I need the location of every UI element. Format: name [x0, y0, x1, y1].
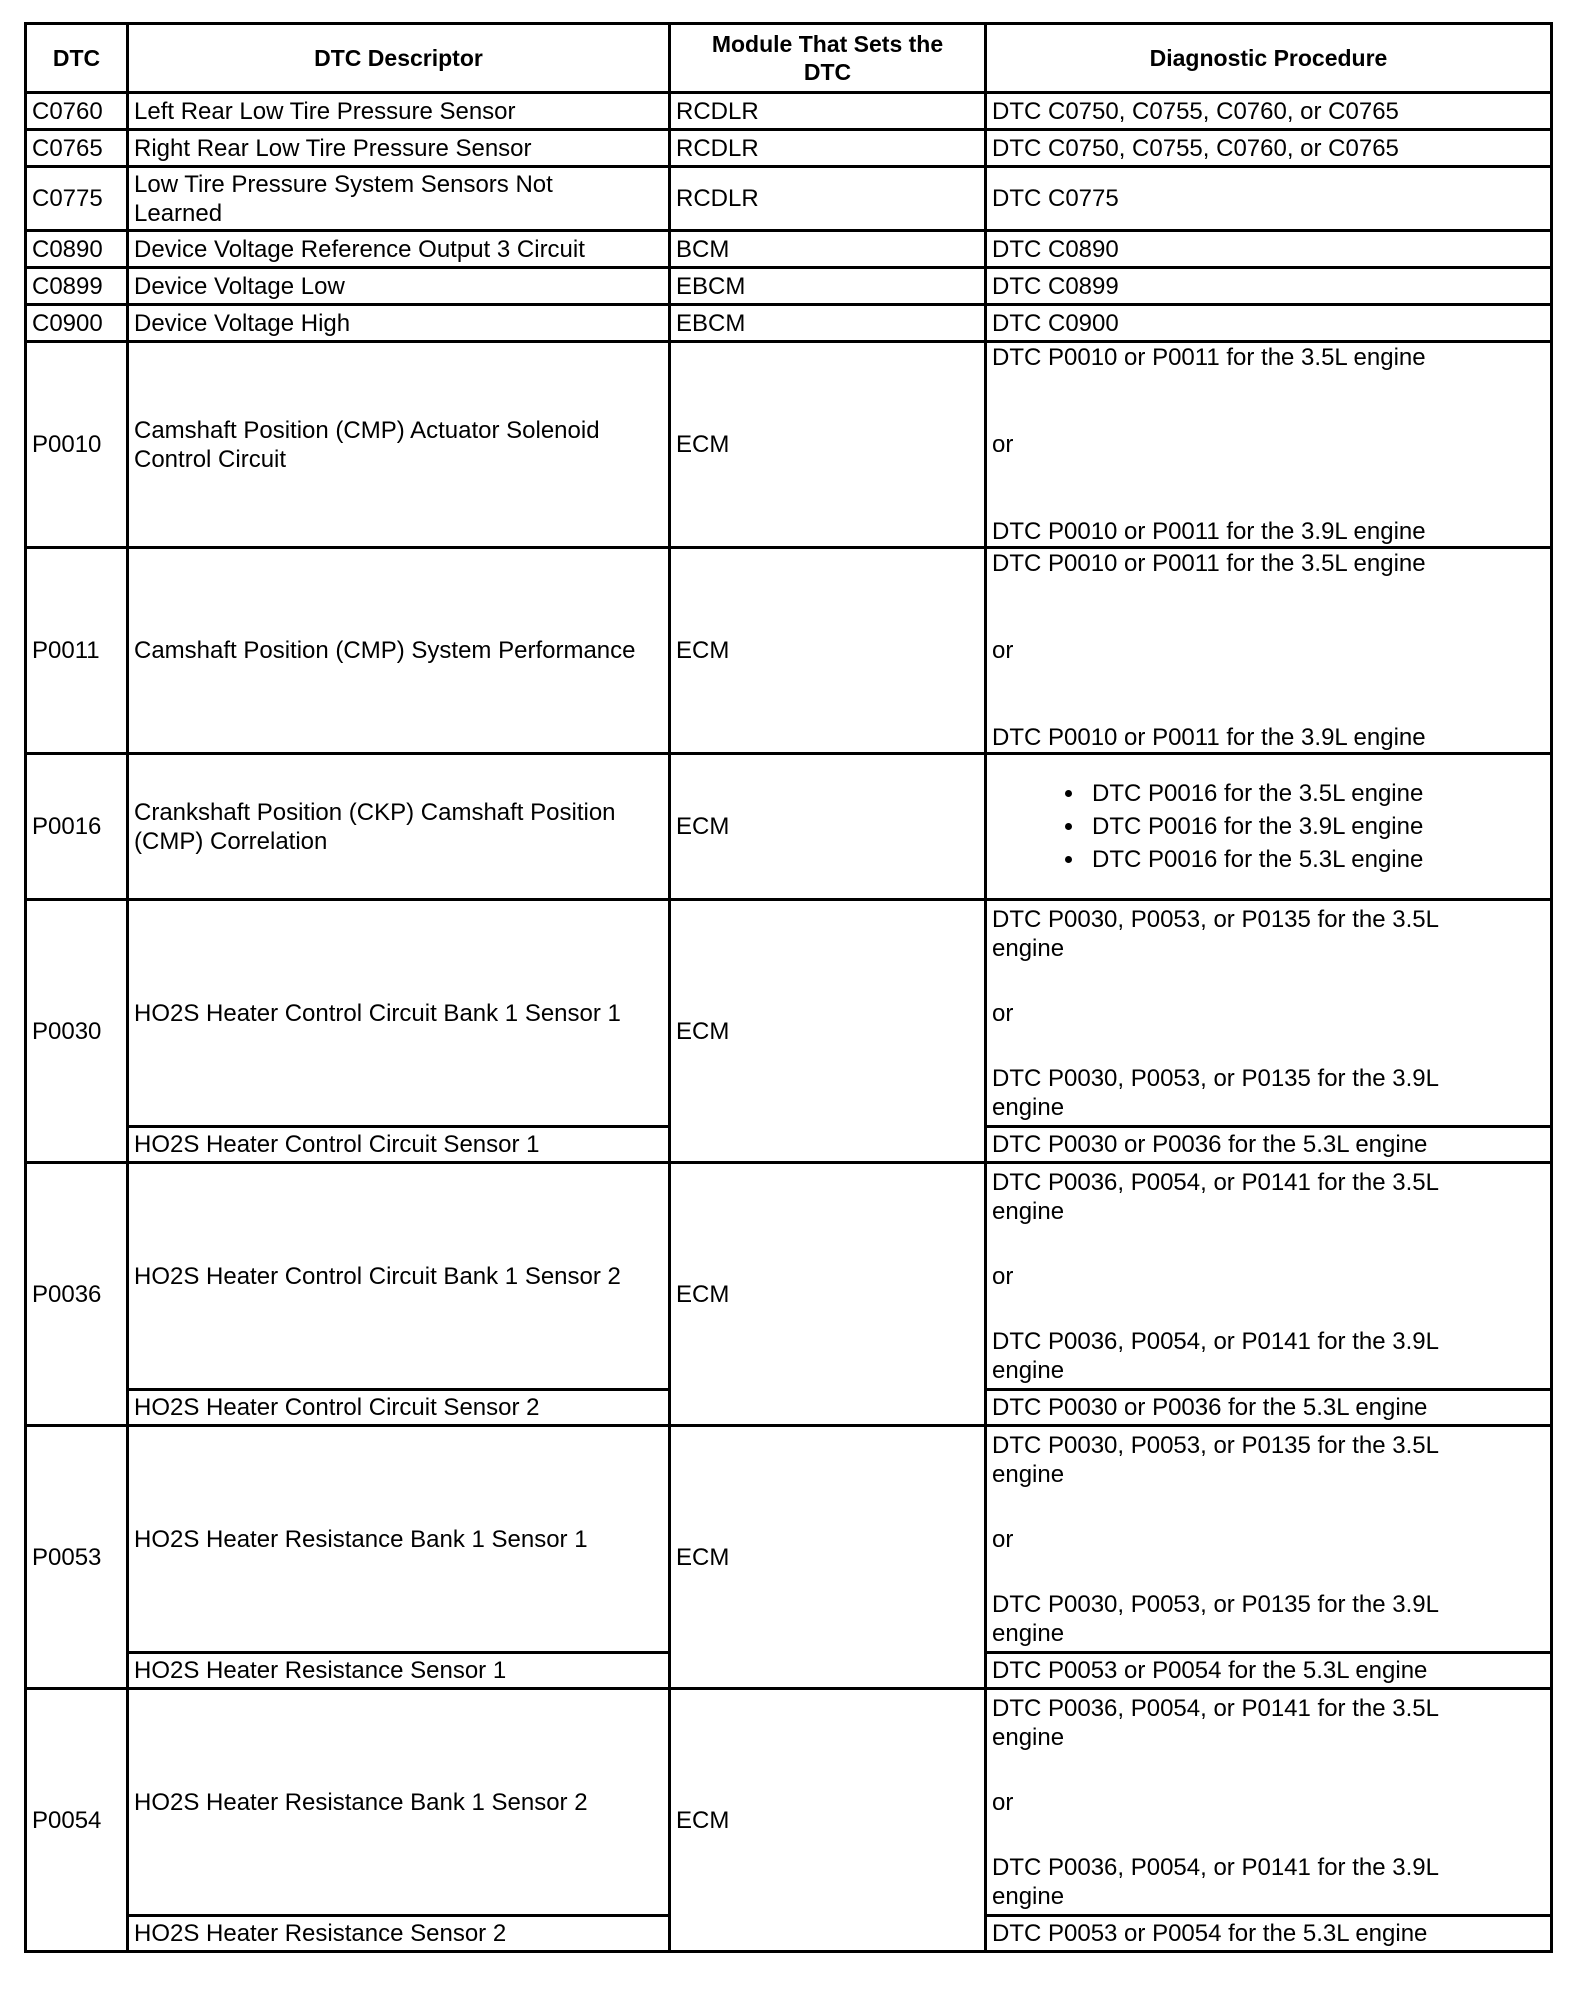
dtc-module: EBCM — [670, 268, 986, 305]
procedure-or: or — [992, 431, 1014, 458]
dtc-code: C0760 — [26, 93, 128, 130]
dtc-code: C0765 — [26, 130, 128, 167]
procedure-bullet: • DTC P0016 for the 3.9L engine — [1086, 810, 1545, 843]
dtc-descriptor: Device Voltage High — [128, 305, 670, 342]
dtc-code: C0900 — [26, 305, 128, 342]
dtc-module: RCDLR — [670, 130, 986, 167]
dtc-code: P0030 — [26, 900, 128, 1163]
table-row — [26, 900, 1552, 1127]
table-row — [26, 1163, 1552, 1390]
procedure-bullet: • DTC P0016 for the 3.5L engine — [1086, 777, 1545, 810]
procedure-line: DTC P0010 or P0011 for the 3.9L engine — [992, 724, 1426, 751]
dtc-table — [24, 22, 1553, 1953]
diagnostic-procedure — [986, 1163, 1552, 1390]
header-dtc-descriptor: DTC Descriptor — [128, 24, 670, 93]
dtc-code: C0775 — [26, 167, 128, 231]
diagnostic-sub-procedure: DTC P0030 or P0036 for the 5.3L engine — [986, 1390, 1552, 1426]
dtc-module: RCDLR — [670, 93, 986, 130]
dtc-descriptor: HO2S Heater Resistance Bank 1 Sensor 2 — [128, 1689, 670, 1916]
header-module: Module That Sets the DTC — [670, 24, 986, 93]
dtc-descriptor: Camshaft Position (CMP) Actuator Solenoid Control Circuit — [128, 342, 670, 548]
dtc-descriptor: Device Voltage Reference Output 3 Circuit — [128, 231, 670, 268]
dtc-descriptor: Left Rear Low Tire Pressure Sensor — [128, 93, 670, 130]
procedure-line: DTC P0036, P0054, or P0141 for the 3.9L engine — [992, 1327, 1439, 1384]
diagnostic-sub-procedure: DTC P0053 or P0054 for the 5.3L engine — [986, 1916, 1552, 1952]
diagnostic-procedure: DTC C0899 — [986, 268, 1552, 305]
table-row — [26, 305, 1552, 342]
procedure-or: or — [992, 1525, 1014, 1553]
dtc-code: P0054 — [26, 1689, 128, 1952]
table-row — [26, 1689, 1552, 1916]
dtc-sub-descriptor: HO2S Heater Resistance Sensor 1 — [128, 1653, 670, 1689]
dtc-code: C0890 — [26, 231, 128, 268]
table-row — [26, 548, 1552, 754]
dtc-descriptor: Low Tire Pressure System Sensors Not Learned — [128, 167, 670, 231]
dtc-module: ECM — [670, 1426, 986, 1689]
diagnostic-procedure — [986, 900, 1552, 1127]
dtc-code: P0036 — [26, 1163, 128, 1426]
dtc-code: P0011 — [26, 548, 128, 754]
dtc-sub-descriptor: HO2S Heater Control Circuit Sensor 1 — [128, 1127, 670, 1163]
dtc-code: C0899 — [26, 268, 128, 305]
dtc-descriptor: HO2S Heater Resistance Bank 1 Sensor 1 — [128, 1426, 670, 1653]
dtc-descriptor: Crankshaft Position (CKP) Camshaft Position (CMP) Correlation — [128, 754, 670, 900]
table-header-row — [26, 24, 1552, 93]
dtc-code: P0016 — [26, 754, 128, 900]
procedure-line: DTC P0030, P0053, or P0135 for the 3.5L engine — [992, 1431, 1439, 1488]
diagnostic-procedure — [986, 1426, 1552, 1653]
diagnostic-procedure — [986, 342, 1552, 548]
table-row — [26, 130, 1552, 167]
procedure-line: DTC P0030, P0053, or P0135 for the 3.9L engine — [992, 1590, 1439, 1647]
table-row — [26, 231, 1552, 268]
dtc-code: P0053 — [26, 1426, 128, 1689]
procedure-line: DTC P0036, P0054, or P0141 for the 3.9L engine — [992, 1853, 1439, 1910]
procedure-or: or — [992, 1262, 1014, 1290]
dtc-sub-descriptor: HO2S Heater Control Circuit Sensor 2 — [128, 1390, 670, 1426]
diagnostic-procedure — [986, 1689, 1552, 1916]
diagnostic-procedure: DTC C0750, C0755, C0760, or C0765 — [986, 93, 1552, 130]
procedure-bullet: • DTC P0016 for the 5.3L engine — [1086, 843, 1545, 876]
dtc-sub-descriptor: HO2S Heater Resistance Sensor 2 — [128, 1916, 670, 1952]
dtc-descriptor: HO2S Heater Control Circuit Bank 1 Sensor 1 — [128, 900, 670, 1127]
dtc-module: ECM — [670, 548, 986, 754]
table-row — [26, 167, 1552, 231]
procedure-line: DTC P0010 or P0011 for the 3.9L engine — [992, 518, 1426, 545]
header-diagnostic-procedure: Diagnostic Procedure — [986, 24, 1552, 93]
procedure-or: or — [992, 1788, 1014, 1816]
dtc-module: RCDLR — [670, 167, 986, 231]
diagnostic-procedure — [986, 754, 1552, 900]
diagnostic-sub-procedure: DTC P0053 or P0054 for the 5.3L engine — [986, 1653, 1552, 1689]
procedure-line: DTC P0010 or P0011 for the 3.5L engine — [992, 550, 1426, 577]
diagnostic-procedure: DTC C0775 — [986, 167, 1552, 231]
document-page — [24, 22, 1550, 1953]
dtc-module: EBCM — [670, 305, 986, 342]
procedure-line: DTC P0036, P0054, or P0141 for the 3.5L engine — [992, 1694, 1439, 1751]
procedure-line: DTC P0036, P0054, or P0141 for the 3.5L engine — [992, 1168, 1439, 1225]
procedure-line: DTC P0030, P0053, or P0135 for the 3.9L engine — [992, 1064, 1439, 1121]
header-dtc: DTC — [26, 24, 128, 93]
procedure-line: DTC P0010 or P0011 for the 3.5L engine — [992, 344, 1426, 371]
table-row — [26, 93, 1552, 130]
diagnostic-procedure: DTC C0900 — [986, 305, 1552, 342]
diagnostic-sub-procedure: DTC P0030 or P0036 for the 5.3L engine — [986, 1127, 1552, 1163]
table-row — [26, 342, 1552, 548]
procedure-or: or — [992, 637, 1014, 664]
dtc-descriptor: HO2S Heater Control Circuit Bank 1 Sensor 2 — [128, 1163, 670, 1390]
dtc-module: ECM — [670, 1163, 986, 1426]
table-row — [26, 1426, 1552, 1653]
diagnostic-procedure: DTC C0890 — [986, 231, 1552, 268]
dtc-module: ECM — [670, 1689, 986, 1952]
procedure-or: or — [992, 999, 1014, 1027]
dtc-module: BCM — [670, 231, 986, 268]
diagnostic-procedure — [986, 548, 1552, 754]
dtc-code: P0010 — [26, 342, 128, 548]
table-row — [26, 754, 1552, 900]
dtc-module: ECM — [670, 754, 986, 900]
procedure-bullet-list — [992, 777, 1545, 876]
dtc-descriptor: Right Rear Low Tire Pressure Sensor — [128, 130, 670, 167]
dtc-descriptor: Device Voltage Low — [128, 268, 670, 305]
diagnostic-procedure: DTC C0750, C0755, C0760, or C0765 — [986, 130, 1552, 167]
table-row — [26, 268, 1552, 305]
procedure-line: DTC P0030, P0053, or P0135 for the 3.5L engine — [992, 905, 1439, 962]
dtc-descriptor: Camshaft Position (CMP) System Performance — [128, 548, 670, 754]
dtc-module: ECM — [670, 900, 986, 1163]
dtc-module: ECM — [670, 342, 986, 548]
